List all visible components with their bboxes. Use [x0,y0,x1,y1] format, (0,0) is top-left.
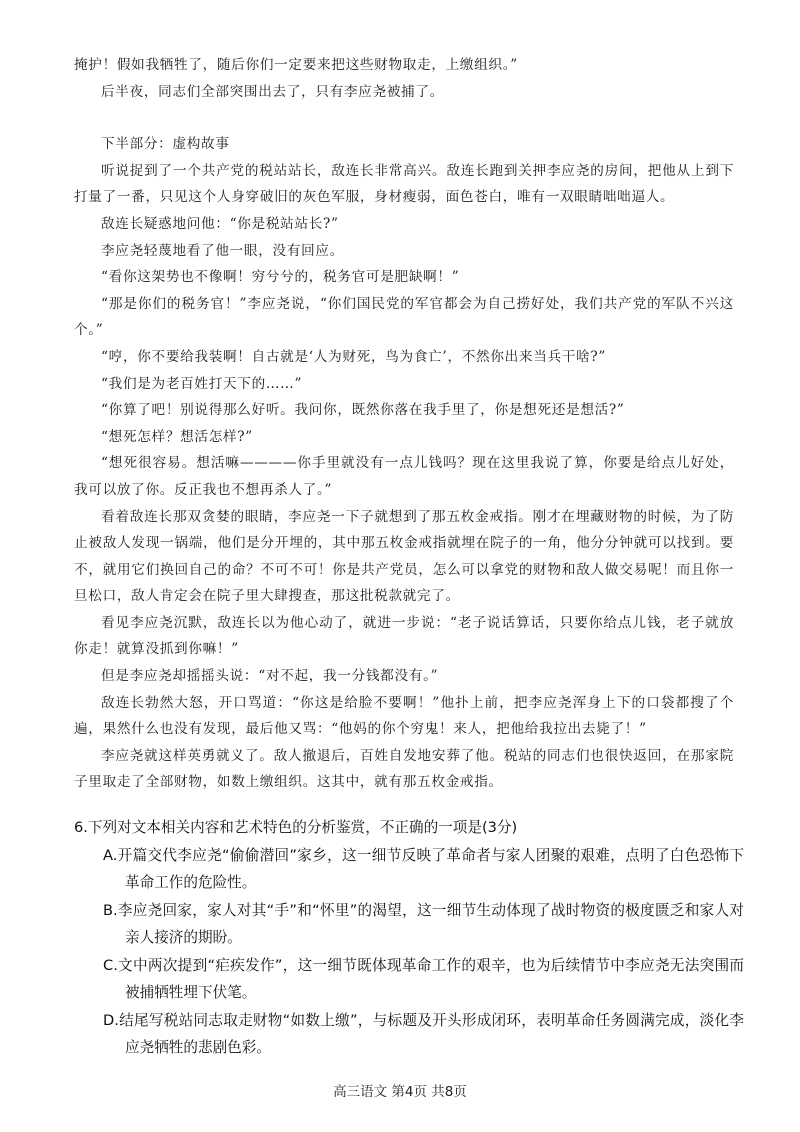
paragraph: 后半夜，同志们全部突围出去了，只有李应尧被捕了。 [101,83,445,100]
paragraph: 敌连长勃然大怒，开口骂道：“你这是给脸不要啊！”他扑上前，把李应尧浑身上下的口袋都搜了个遍，果然什么也没有发现，最后他又骂：“他妈的你个穷鬼！来人，把他给我拉出去毙了！” [74,694,734,738]
paragraph: 敌连长疑惑地问他：“你是税站站长?” [101,215,339,232]
paragraph: 听说捉到了一个共产党的税站站长，敌连长非常高兴。敌连长跑到关押李应尧的房间，把他从上到下打量了一番，只见这个人身穿破旧的灰色军服，身材瘦弱，面色苍白，唯有一双眼睛咄咄逼人。 [74,162,734,206]
paragraph: “你算了吧！别说得那么好听。我问你，既然你落在我手里了，你是想死还是想活?” [101,402,625,419]
paragraph: “哼，你不要给我装啊！自古就是‘人为财死，鸟为食亡’，不然你出来当兵干啥?” [101,348,607,365]
question-6 [74,814,744,1062]
option-d: D.结尾写税站同志取走财物“如数上缴”，与标题及开头形成闭环，表明革命任务圆满完成，淡化李应尧牺牲的悲剧色彩。 [103,1011,744,1056]
paragraph: “想死很容易。想活嘛————你手里就没有一点儿钱吗？现在这里我说了算，你要是给点儿好处，我可以放了你。反正我也不想再杀人了。” [74,455,734,498]
paragraph: “那是你们的税务官！”李应尧说，“你们国民党的军官都会为自己捞好处，我们共产党的军队不兴这个。” [74,295,734,339]
paragraph: 李应尧轻蔑地看了他一眼，没有回应。 [101,242,344,259]
paragraph: “看你这架势也不像啊！穷兮兮的，税务官可是肥缺啊！” [101,269,460,286]
option-b: B.李应尧回家，家人对其“手”和“怀里”的渴望，这一细节生动体现了战时物资的极度匮乏和家人对亲人接济的期盼。 [103,901,744,946]
page-footer: 高三语文 第4页 共8页 [333,1084,467,1100]
story-text [74,52,734,796]
question-stem: 6.下列对文本相关内容和艺术特色的分析鉴赏，不正确的一项是(3分) [74,819,518,836]
section-title: 下半部分：虚构故事 [101,136,230,153]
option-a: A.开篇交代李应尧“偷偷潜回”家乡，这一细节反映了革命者与家人团聚的艰难，点明了白色恐怖下革命工作的危险性。 [103,846,744,891]
paragraph: 但是李应尧却摇摇头说：“对不起，我一分钱都没有。” [101,668,439,685]
paragraph: 李应尧就这样英勇就义了。敌人撤退后，百姓自发地安葬了他。税站的同志们也很快返回，在那家院子里取走了全部财物，如数上缴组织。这其中，就有那五枚金戒指。 [74,747,734,791]
paragraph: 看见李应尧沉默，敌连长以为他心动了，就进一步说：“老子说话算话，只要你给点儿钱，老子就放你走！就算没抓到你嘛！” [74,614,734,658]
paragraph: “想死怎样？想活怎样?” [101,428,253,445]
paragraph: “我们是为老百姓打天下的……” [101,375,303,392]
paragraph: 看着敌连长那双贪婪的眼睛，李应尧一下子就想到了那五枚金戒指。刚才在埋藏财物的时候，为了防止被敌人发现一锅端，他们是分开埋的，其中那五枚金戒指就埋在院子的一角，他分分钟就可以找到。要不，就用它们换回自己的命？不可不可！你是共产党员，怎么可以拿党的财物和敌人做交易呢！而且你一旦松口，敌人肯定会在院子里大肆搜查，那这批税款就完了。 [74,508,734,605]
paragraph: 掩护！假如我牺牲了，随后你们一定要来把这些财物取走，上缴组织。” [74,57,518,73]
option-c: C.文中两次提到“疟疾发作”，这一细节既体现革命工作的艰辛，也为后续情节中李应尧无法突围而被捕牺牲埋下伏笔。 [103,956,744,1001]
